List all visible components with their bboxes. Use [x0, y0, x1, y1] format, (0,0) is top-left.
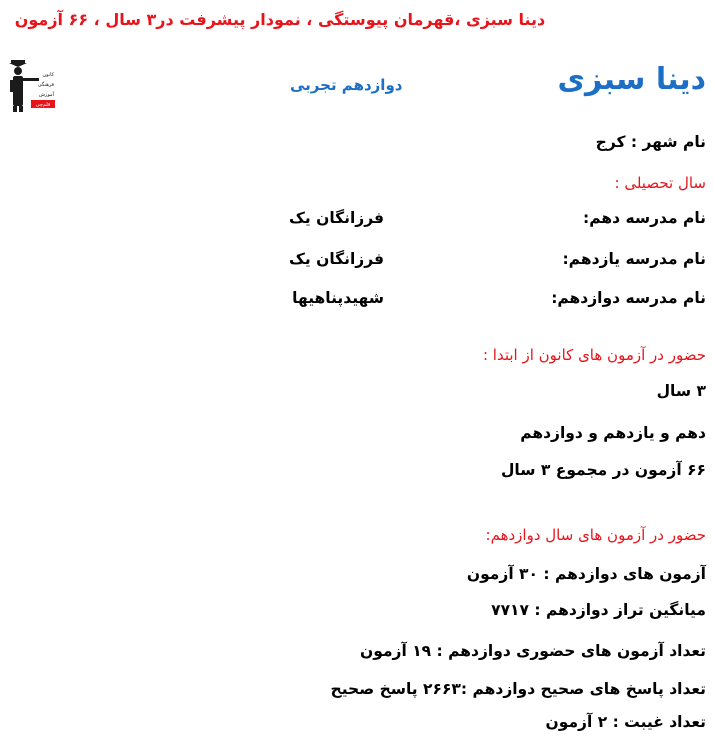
logo-badge-text: قلم‌چی — [35, 102, 51, 108]
school-11-label: نام مدرسه یازدهم: — [562, 250, 706, 268]
attendance-years: ۳ سال — [656, 382, 706, 400]
attendance-total: ۶۶ آزمون در مجموع ۳ سال — [500, 461, 706, 479]
attendance-heading: حضور در آزمون های کانون از ابتدا : — [482, 346, 706, 364]
logo-line-1: کانون — [42, 72, 54, 78]
school-10-label: نام مدرسه دهم: — [583, 209, 706, 227]
grade12-absences: تعداد غیبت : ۲ آزمون — [545, 713, 706, 731]
page-header-title: دینا سبزی ،قهرمان پیوستگی ، نمودار پیشرفت در۳ سال ، ۶۶ آزمون — [14, 10, 546, 29]
education-heading: سال تحصیلی : — [614, 174, 706, 192]
kanoon-logo — [8, 58, 58, 114]
student-grade: دوازدهم تجربی — [290, 76, 403, 94]
grade12-heading: حضور در آزمون های سال دوازدهم: — [485, 526, 706, 544]
grade12-avg-score: میانگین تراز دوازدهم : ۷۷۱۷ — [491, 601, 706, 619]
grade12-in-person: تعداد آزمون های حضوری دوازدهم : ۱۹ آزمون — [360, 642, 706, 660]
school-12-label: نام مدرسه دوازدهم: — [551, 289, 706, 307]
logo-line-3: آموزش — [38, 92, 54, 98]
school-11-value: فرزانگان یک — [289, 250, 384, 268]
city-line: نام شهر : کرج — [595, 133, 706, 151]
school-12-value: شهیدپناهیها — [292, 289, 384, 307]
logo-line-2: فرهنگی — [37, 82, 54, 88]
student-name: دینا سبزی — [557, 62, 706, 97]
grade12-exams: آزمون های دوازدهم : ۳۰ آزمون — [466, 565, 706, 583]
school-10-value: فرزانگان یک — [289, 209, 384, 227]
attendance-grades: دهم و یازدهم و دوازدهم — [520, 424, 706, 442]
grade12-correct-answers: تعداد پاسخ های صحیح دوازدهم :۲۶۶۳ پاسخ صحیح — [330, 680, 706, 698]
